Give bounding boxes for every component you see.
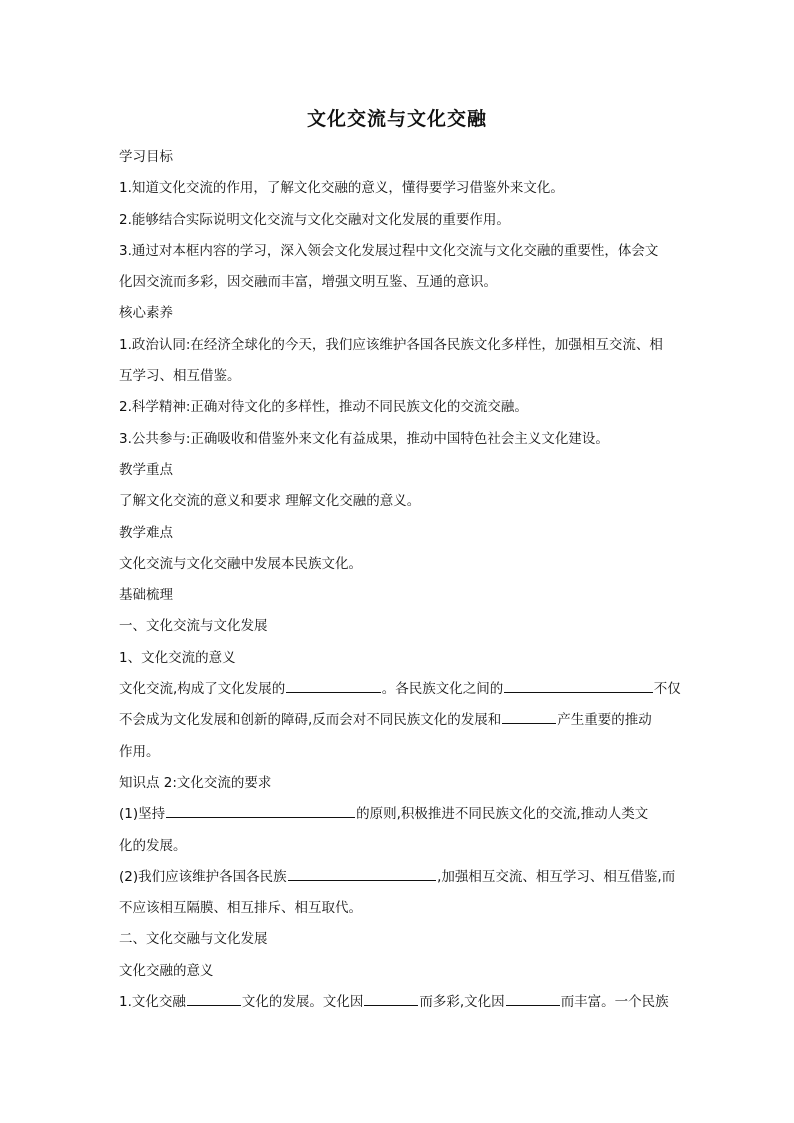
text-line: 化的发展。 (119, 837, 187, 854)
text-line: 教学难点 (119, 524, 173, 541)
text-line: 1.知道文化交流的作用，了解文化交融的意义，懂得要学习借鉴外来文化。 (119, 180, 564, 197)
fill-in-line (119, 705, 679, 736)
fill-in-text: 不会成为文化发展和创新的障碍,反而会对不同民族文化的发展和 (119, 712, 502, 729)
answer-blank (504, 679, 653, 693)
answer-blank (187, 992, 241, 1006)
text-line: 文化交流与文化交融中发展本民族文化。 (119, 555, 362, 572)
fill-in-text: 1.文化交融 (119, 994, 186, 1011)
text-line: 基础梳理 (119, 587, 173, 604)
fill-in-text: ,加强相互交流、相互学习、相互借鉴,而 (437, 868, 676, 885)
answer-blank (288, 867, 437, 881)
document-title: 文化交流与文化交融 (306, 108, 487, 130)
fill-in-text: 。各民族文化之间的 (381, 681, 504, 698)
document-body (119, 142, 679, 1018)
fill-in-line (119, 862, 679, 893)
fill-in-text: (2)我们应该维护各国各民族 (119, 868, 287, 885)
text-line: 3.公共参与:正确吸收和借鉴外来文化有益成果，推动中国特色社会主义文化建设。 (119, 430, 609, 447)
answer-blank (506, 992, 560, 1006)
fill-in-text: 文化交流,构成了文化发展的 (119, 681, 286, 698)
text-line: 二、文化交融与文化发展 (119, 931, 268, 948)
text-line: 不应该相互隔膜、相互排斥、相互取代。 (119, 900, 362, 917)
text-line: 核心素养 (119, 305, 173, 322)
text-line: 了解文化交流的意义和要求 理解文化交融的意义。 (119, 493, 421, 510)
answer-blank (364, 992, 418, 1006)
text-line: 2.科学精神:正确对待文化的多样性，推动不同民族文化的交流交融。 (119, 399, 528, 416)
answer-blank (502, 710, 556, 724)
text-line: 知识点 2:文化交流的要求 (119, 774, 272, 791)
fill-in-text: 产生重要的推动 (557, 712, 652, 729)
text-line: 文化交融的意义 (119, 962, 214, 979)
answer-blank (286, 679, 381, 693)
fill-in-line (119, 799, 679, 830)
text-line: 互学习、相互借鉴。 (119, 368, 241, 385)
fill-in-text: 文化的发展。文化因 (241, 994, 364, 1011)
text-line: 1、文化交流的意义 (119, 649, 236, 666)
text-line: 学习目标 (119, 149, 173, 165)
text-line: 3.通过对本框内容的学习，深入领会文化发展过程中文化交流与文化交融的重要性，体会文 (119, 242, 659, 259)
fill-in-text: 不仅 (653, 681, 681, 698)
fill-in-text: 的原则,积极推进不同民族文化的交流,推动人类文 (356, 806, 649, 823)
fill-in-line (119, 674, 679, 705)
text-line: 一、文化交流与文化发展 (119, 618, 268, 635)
fill-in-text: 而丰富。一个民族 (560, 994, 669, 1011)
text-line: 1.政治认同:在经济全球化的今天，我们应该维护各国各民族文化多样性，加强相互交流、相 (119, 336, 663, 353)
text-line: 教学重点 (119, 461, 173, 478)
fill-in-text: 而多彩,文化因 (419, 994, 505, 1011)
fill-in-line (119, 987, 679, 1018)
text-line: 化因交流而多彩，因交融而丰富，增强文明互鉴、互通的意识。 (119, 274, 497, 291)
text-line: 2.能够结合实际说明文化交流与文化交融对文化发展的重要作用。 (119, 211, 510, 228)
answer-blank (166, 804, 355, 818)
fill-in-text: (1)坚持 (119, 806, 166, 823)
text-line: 作用。 (119, 743, 160, 760)
